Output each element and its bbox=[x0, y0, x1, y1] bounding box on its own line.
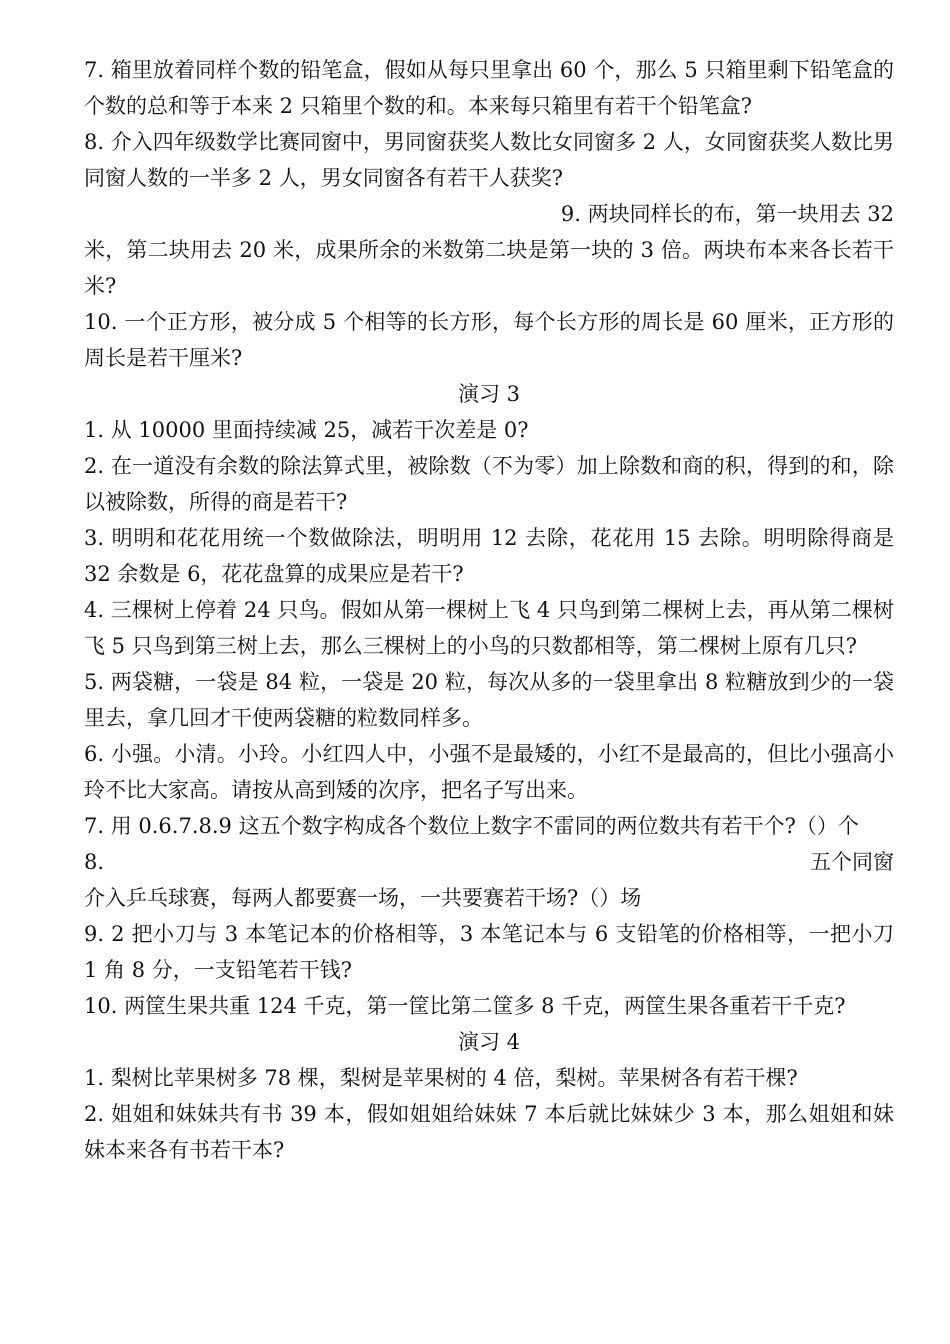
problem-s2-8: 8. 介入四年级数学比赛同窗中，男同窗获奖人数比女同窗多 2 人，女同窗获奖人数比男同窗人数的一半多 2 人，男女同窗各有若干人获奖? bbox=[84, 130, 894, 190]
problem-s3-7: 7. 用 0.6.7.8.9 这五个数字构成各个数位上数字不雷同的两位数共有若干个?（）个 bbox=[84, 814, 859, 838]
problem-s4-1: 1. 梨树比苹果树多 78 棵，梨树是苹果树的 4 倍，梨树。苹果树各有若干棵? bbox=[84, 1066, 798, 1090]
problem-s2-7: 7. 箱里放着同样个数的铅笔盒，假如从每只里拿出 60 个，那么 5 只箱里剩下铅笔盒的个数的总和等于本来 2 只箱里个数的和。本来每只箱里有若干个铅笔盒? bbox=[84, 58, 894, 118]
problem-s3-4: 4. 三棵树上停着 24 只鸟。假如从第一棵树上飞 4 只鸟到第二棵树上去，再从第二棵树飞 5 只鸟到第三树上去，那么三棵树上的小鸟的只数都相等，第二棵树上原有几只? bbox=[84, 598, 894, 658]
document-page bbox=[84, 52, 894, 1168]
problem-s2-10: 10. 一个正方形，被分成 5 个相等的长方形，每个长方形的周长是 60 厘米，正方形的周长是若干厘米? bbox=[84, 310, 894, 370]
problem-s3-3: 3. 明明和花花用统一个数做除法，明明用 12 去除，花花用 15 去除。明明除得商是 32 余数是 6，花花盘算的成果应是若干? bbox=[84, 526, 894, 586]
problem-s2-9-line1: 9. 两块同样长的布，第一块用去 32 bbox=[560, 202, 894, 226]
problem-s3-8-start: 五个同窗 bbox=[810, 850, 894, 874]
section-4-title: 演习 4 bbox=[457, 1030, 521, 1054]
section-3-title: 演习 3 bbox=[457, 382, 521, 406]
problem-s3-2: 2. 在一道没有余数的除法算式里，被除数（不为零）加上除数和商的积，得到的和，除以被除数，所得的商是若干? bbox=[84, 454, 894, 514]
problem-s3-6: 6. 小强。小清。小玲。小红四人中，小强不是最矮的，小红不是最高的，但比小强高小玲不比大家高。请按从高到矮的次序，把名子写出来。 bbox=[84, 742, 894, 802]
problem-s2-9-line2: 米，第二块用去 20 米，成果所余的米数第二块是第一块的 3 倍。两块布本来各长若干米? bbox=[84, 238, 894, 298]
problem-s4-2: 2. 姐姐和妹妹共有书 39 本，假如姐姐给妹妹 7 本后就比妹妹少 3 本，那么姐姐和妹妹本来各有书若干本? bbox=[84, 1102, 894, 1162]
problem-s3-5: 5. 两袋糖，一袋是 84 粒，一袋是 20 粒，每次从多的一袋里拿出 8 粒糖放到少的一袋里去，拿几回才干使两袋糖的粒数同样多。 bbox=[84, 670, 894, 730]
problem-s3-10: 10. 两筐生果共重 124 千克，第一筐比第二筐多 8 千克，两筐生果各重若干千克? bbox=[84, 994, 846, 1018]
problem-s3-8-line2: 介入乒乓球赛，每两人都要赛一场，一共要赛若干场?（）场 bbox=[84, 886, 642, 910]
problem-s3-8-number: 8. bbox=[84, 850, 105, 874]
problem-s3-9: 9. 2 把小刀与 3 本笔记本的价格相等，3 本笔记本与 6 支铅笔的价格相等，一把小刀 1 角 8 分，一支铅笔若干钱? bbox=[84, 922, 894, 982]
problem-s3-8-line1 bbox=[84, 844, 894, 880]
problem-s2-9 bbox=[84, 196, 894, 304]
problem-s3-1: 1. 从 10000 里面持续减 25，减若干次差是 0? bbox=[84, 418, 529, 442]
